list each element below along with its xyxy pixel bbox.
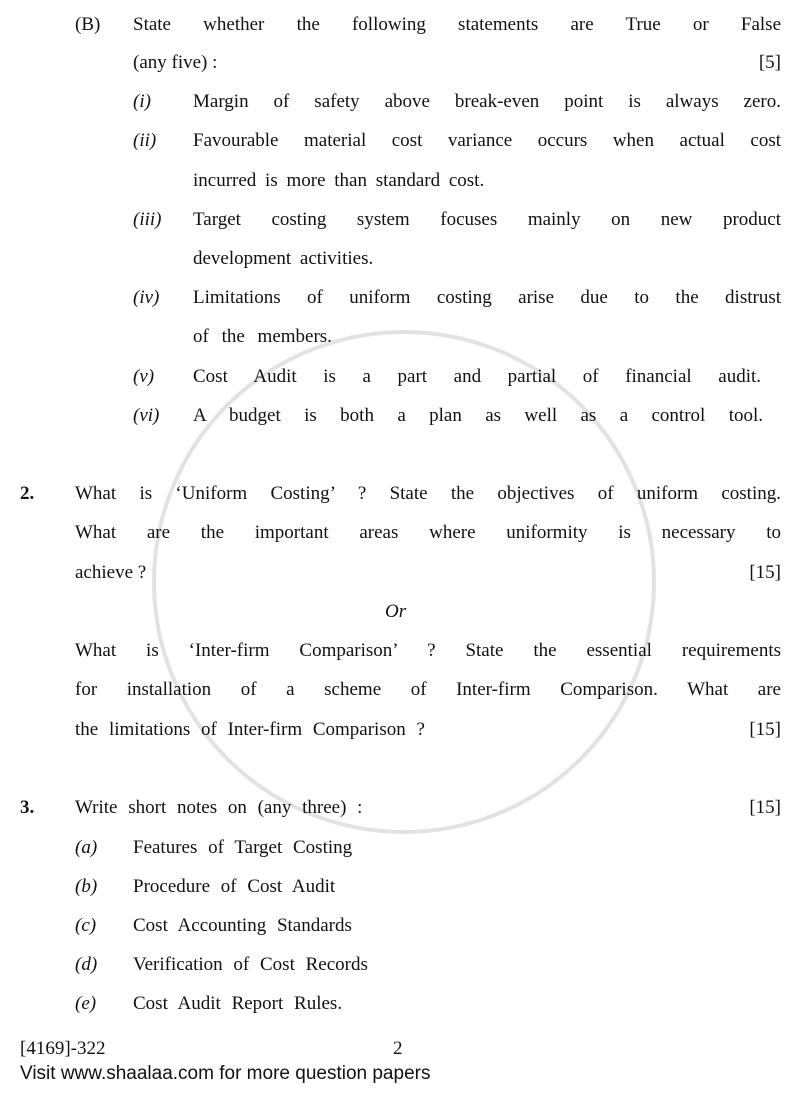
- question-number: 2.: [20, 483, 35, 504]
- item-text: Cost Audit Report Rules.: [133, 993, 343, 1014]
- item-label: (i): [133, 91, 151, 112]
- section-label: (B): [75, 14, 101, 35]
- marks: [15]: [749, 719, 781, 740]
- item-text: Favourable material cost variance occurs when actual cost: [193, 130, 781, 151]
- page-number: 2: [393, 1038, 403, 1059]
- marks: [15]: [749, 562, 781, 583]
- item-text: Margin of safety above break-even point is always zero.: [193, 91, 781, 112]
- item-text: of the members.: [193, 326, 332, 347]
- item-label: (ii): [133, 130, 157, 151]
- item-text: A budget is both a plan as well as a control tool.: [193, 405, 763, 426]
- question-text: achieve ?: [75, 562, 147, 583]
- question-text: the limitations of Inter-firm Comparison ?: [75, 719, 425, 740]
- item-text: Features of Target Costing: [133, 837, 353, 858]
- item-text: Cost Audit is a part and partial of financial audit.: [193, 366, 761, 387]
- item-label: (d): [75, 954, 98, 975]
- section-intro: State whether the following statements are True or False: [133, 14, 781, 35]
- question-text: What is ‘Uniform Costing’ ? State the objectives of uniform costing.: [75, 483, 781, 504]
- question-number: 3.: [20, 797, 35, 818]
- marks: [5]: [758, 52, 781, 73]
- item-label: (vi): [133, 405, 160, 426]
- question-text: Write short notes on (any three) :: [75, 797, 363, 818]
- question-text: What are the important areas where uniformity is necessary to: [75, 522, 781, 543]
- item-text: development activities.: [193, 248, 374, 269]
- question-text: for installation of a scheme of Inter-firm Comparison. What are: [75, 679, 781, 700]
- item-label: (b): [75, 876, 98, 897]
- item-text: Target costing system focuses mainly on new product: [193, 209, 781, 230]
- or-label: Or: [385, 601, 407, 622]
- item-label: (iv): [133, 287, 160, 308]
- item-text: incurred is more than standard cost.: [193, 170, 485, 191]
- marks: [15]: [749, 797, 781, 818]
- section-intro-2: (any five) :: [133, 52, 218, 73]
- item-text: Limitations of uniform costing arise due to the distrust: [193, 287, 781, 308]
- item-label: (iii): [133, 209, 162, 230]
- item-label: (a): [75, 837, 98, 858]
- paper-code: [4169]-322: [20, 1038, 106, 1059]
- item-label: (c): [75, 915, 97, 936]
- item-text: Cost Accounting Standards: [133, 915, 352, 936]
- question-text: What is ‘Inter-firm Comparison’ ? State the essential requirements: [75, 640, 781, 661]
- item-label: (e): [75, 993, 97, 1014]
- item-text: Procedure of Cost Audit: [133, 876, 336, 897]
- item-text: Verification of Cost Records: [133, 954, 368, 975]
- item-label: (v): [133, 366, 155, 387]
- visit-link[interactable]: Visit www.shaalaa.com for more question papers: [20, 1063, 431, 1084]
